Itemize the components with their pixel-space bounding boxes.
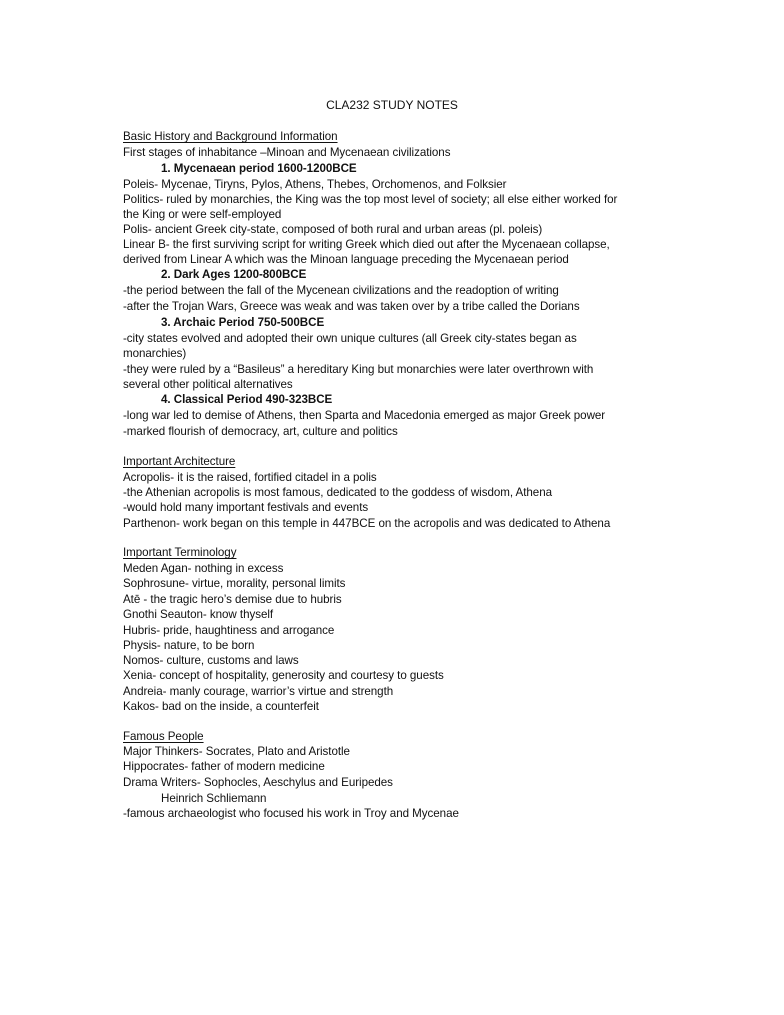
architecture-line: -the Athenian acropolis is most famous, dedicated to the goddess of wisdom, Athena (123, 486, 552, 499)
terminology-line: Atē - the tragic hero’s demise due to hubris (123, 593, 342, 606)
terminology-line: Nomos- culture, customs and laws (123, 654, 299, 667)
history-line: -marked flourish of democracy, art, culture and politics (123, 425, 398, 438)
history-line: several other political alternatives (123, 378, 293, 391)
terminology-line: Meden Agan- nothing in excess (123, 562, 284, 575)
period-heading-archaic: 3. Archaic Period 750-500BCE (161, 316, 325, 329)
people-line: Hippocrates- father of modern medicine (123, 760, 325, 773)
period-heading-dark-ages: 2. Dark Ages 1200-800BCE (161, 268, 307, 281)
section-heading-terminology: Important Terminology (123, 546, 237, 559)
section-heading-history: Basic History and Background Information (123, 130, 338, 143)
architecture-line: Parthenon- work began on this temple in 447BCE on the acropolis and was dedicated to Athena (123, 517, 611, 530)
history-line: -after the Trojan Wars, Greece was weak and was taken over by a tribe called the Dorians (123, 300, 580, 313)
terminology-line: Xenia- concept of hospitality, generosity and courtesy to guests (123, 669, 444, 682)
people-line: -famous archaeologist who focused his work in Troy and Mycenae (123, 807, 459, 820)
people-line: Drama Writers- Sophocles, Aeschylus and Euripedes (123, 776, 393, 789)
history-line: derived from Linear A which was the Minoan language preceding the Mycenaean period (123, 253, 569, 266)
history-line: monarchies) (123, 347, 187, 360)
history-line: the King or were self-employed (123, 208, 282, 221)
terminology-line: Andreia- manly courage, warrior’s virtue and strength (123, 685, 394, 698)
people-line: Major Thinkers- Socrates, Plato and Aristotle (123, 745, 350, 758)
history-line: Politics- ruled by monarchies, the King was the top most level of society; all else either worked for (123, 193, 618, 206)
history-line: First stages of inhabitance –Minoan and Mycenaean civilizations (123, 146, 451, 159)
history-line: Polis- ancient Greek city-state, composed of both rural and urban areas (pl. poleis) (123, 223, 543, 236)
document-title: CLA232 STUDY NOTES (326, 98, 458, 112)
people-line-indented: Heinrich Schliemann (161, 792, 267, 805)
history-line: Poleis- Mycenae, Tiryns, Pylos, Athens, Thebes, Orchomenos, and Folksier (123, 178, 507, 191)
history-line: -they were ruled by a “Basileus” a hereditary King but monarchies were later overthrown with (123, 363, 594, 376)
history-line: -the period between the fall of the Mycenean civilizations and the readoption of writing (123, 284, 559, 297)
section-heading-architecture: Important Architecture (123, 455, 236, 468)
history-line: -city states evolved and adopted their own unique cultures (all Greek city-states began as (123, 332, 577, 345)
section-heading-people: Famous People (123, 730, 204, 743)
architecture-line: -would hold many important festivals and events (123, 501, 369, 514)
history-line: Linear B- the first surviving script for writing Greek which died out after the Mycenaean collapse, (123, 238, 610, 251)
terminology-line: Sophrosune- virtue, morality, personal limits (123, 577, 346, 590)
terminology-line: Hubris- pride, haughtiness and arrogance (123, 624, 335, 637)
period-heading-mycenaean: 1. Mycenaean period 1600-1200BCE (161, 162, 357, 175)
architecture-line: Acropolis- it is the raised, fortified citadel in a polis (123, 471, 377, 484)
terminology-line: Kakos- bad on the inside, a counterfeit (123, 700, 319, 713)
terminology-line: Physis- nature, to be born (123, 639, 255, 652)
history-line: -long war led to demise of Athens, then Sparta and Macedonia emerged as major Greek power (123, 409, 606, 422)
period-heading-classical: 4. Classical Period 490-323BCE (161, 393, 333, 406)
terminology-line: Gnothi Seauton- know thyself (123, 608, 274, 621)
